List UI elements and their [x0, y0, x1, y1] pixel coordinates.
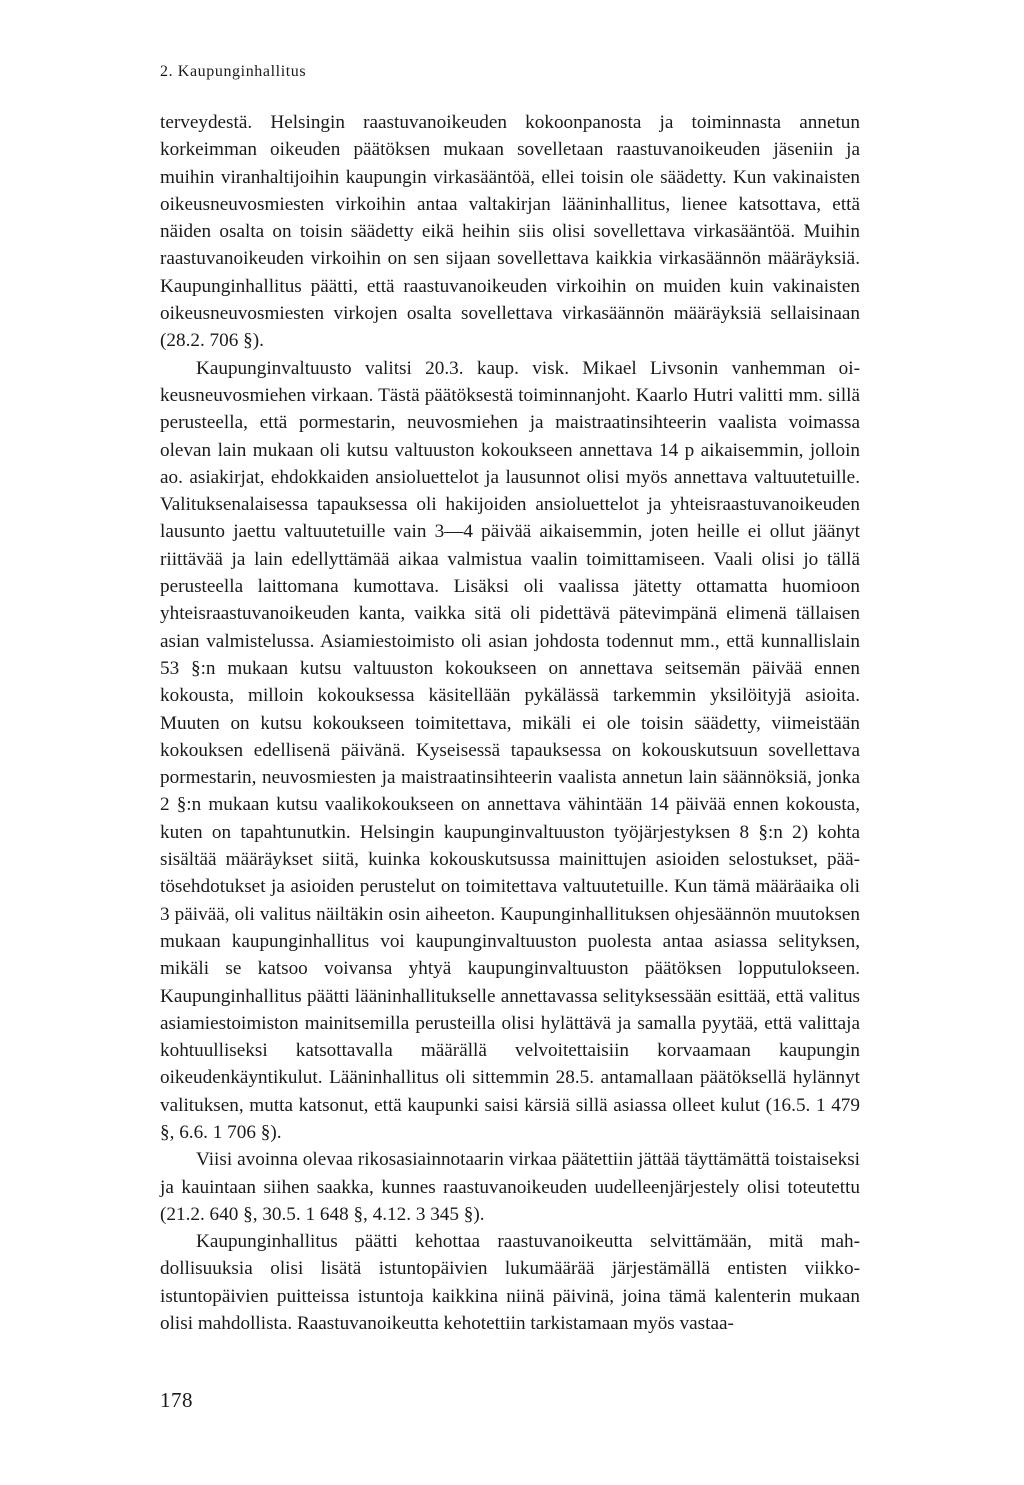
paragraph-continuation: terveydestä. Helsingin raastuvanoikeuden kokoonpanosta ja toiminnasta annetun korkeimman oikeuden päätöksen mukaan sovelletaan raastuvanoikeuden jäseniin ja muihin viranhaltijoihin kaupungin virkasääntöä, ellei toisin ole säädetty. Kun vakinaisten oikeusneuvosmiesten virkoihin antaa valtakirjan lääninhallitus, lienee katsottava, että näiden osalta on toisin säädetty eikä heihin siis olisi sovellettava virkasääntöä. Muihin raastuvanoikeuden virkoihin on sen sijaan sovellettava kaikkia virkasäännön määräyksiä. Kaupunginhallitus päätti, että raastuvanoikeuden virkoihin on muiden kuin vakinaisten oikeusneuvosmiesten virkojen osalta sovellettava virkasäännön määräyksiä sellaisinaan (28.2. 706 §). [160, 112, 860, 352]
running-head: 2. Kaupunginhallitus [160, 63, 307, 80]
page-number: 178 [160, 1388, 193, 1412]
paragraph: Kaupunginhallitus päätti kehottaa raastuvanoikeutta selvittämään, mitä mahdollisuuksia olisi lisätä istuntopäivien lukumäärää järjestämällä entisten viikkoistuntopäivien puitteissa istuntoja kaikkina niinä päivinä, joina tämä kalenterin mukaan olisi mahdollista. Raastuvanoikeutta kehotettiin tarkistamaan myös vastaa- [160, 1231, 860, 1335]
paragraph: Kaupunginvaltuusto valitsi 20.3. kaup. visk. Mikael Livsonin vanhemman oikeusneuvosmiehen virkaan. Tästä päätöksestä toiminnanjoht. Kaarlo Hutri valitti mm. sillä perusteella, että pormestarin, neuvosmiehen ja maistraatinsihteerin vaalista voimassa olevan lain mukaan oli kutsu valtuuston kokoukseen annettava 14 p aikaisemmin, jolloin ao. asiakirjat, ehdokkaiden ansioluettelot ja lausunnot olisi myös annettava valtuutetuille. Valituksenalaisessa tapauksessa oli hakijoiden ansioluettelot ja yhteisraastuvanoikeuden lausunto jaettu valtuutetuille vain 3—4 päivää aikaisemmin, joten heille ei ollut jäänyt riittävää ja lain edellyttämää aikaa valmistua vaalin toimittamiseen. Vaali olisi jo tällä perusteella laittomana kumottava. Lisäksi oli vaalissa jätetty ottamatta huomioon yhteisraastuvanoikeuden kanta, vaikka sitä oli pidettävä pätevimpänä elimenä tällaisen asian valmistelussa. Asiamiestoimisto oli asian johdosta todennut mm., että kunnallislain 53 §:n mukaan kutsu valtuuston kokoukseen on annettava seitsemän päivää ennen kokousta, milloin kokouksessa käsitellään pykälässä tarkemmin yksilöityjä asioita. Muuten on kutsu kokoukseen toimitettava, mikäli ei ole toisin säädetty, viimeistään kokouksen edellisenä päivänä. Kyseisessä tapauksessa on kokouskutsuun sovellettava pormestarin, neuvosmiesten ja maistraatinsihteerin vaalista annetun lain säännöksiä, jonka 2 §:n mukaan kutsu vaalikokoukseen on annettava vähintään 14 päivää ennen kokousta, kuten on tapahtunutkin. Helsingin kaupunginvaltuuston työjärjestyksen 8 §:n 2) kohta sisältää määräykset siitä, kuinka kokouskutsussa mainittujen asioiden selostukset, päätösehdotukset ja asioiden perustelut on toimitettava valtuutetuille. Kun tämä määräaika oli 3 päivää, oli valitus näiltäkin osin aiheeton. Kaupunginhallituksen ohjesäännön muutoksen mukaan kaupunginhallitus voi kaupunginvaltuuston puolesta antaa asiassa selityksen, mikäli se katsoo voivansa yhtyä kaupunginvaltuuston päätöksen lopputulokseen. Kaupunginhallitus päätti lääninhallitukselle annettavassa selityksessään esittää, että valitus asiamiestoimiston mainitsemilla perusteilla olisi hylättävä ja samalla pyytää, että valittaja kohtuulliseksi katsottavalla määrällä velvoitettaisiin korvaamaan kaupungin oikeudenkäyntikulut. Lääninhallitus oli sittemmin 28.5. antamallaan päätöksellä hylännyt valituksen, mutta katsonut, että kaupunki saisi kärsiä sillä asiassa olleet kulut (16.5. 1 479 §, 6.6. 1 706 §). [160, 357, 860, 1143]
body-text [160, 109, 860, 1337]
paragraph: Viisi avoinna olevaa rikosasiainnotaarin virkaa päätettiin jättää täyttämättä toistaiseksi ja kauintaan siihen saakka, kunnes raastuvanoikeuden uudelleenjärjestely olisi toteutettu (21.2. 640 §, 30.5. 1 648 §, 4.12. 3 345 §). [160, 1149, 860, 1225]
